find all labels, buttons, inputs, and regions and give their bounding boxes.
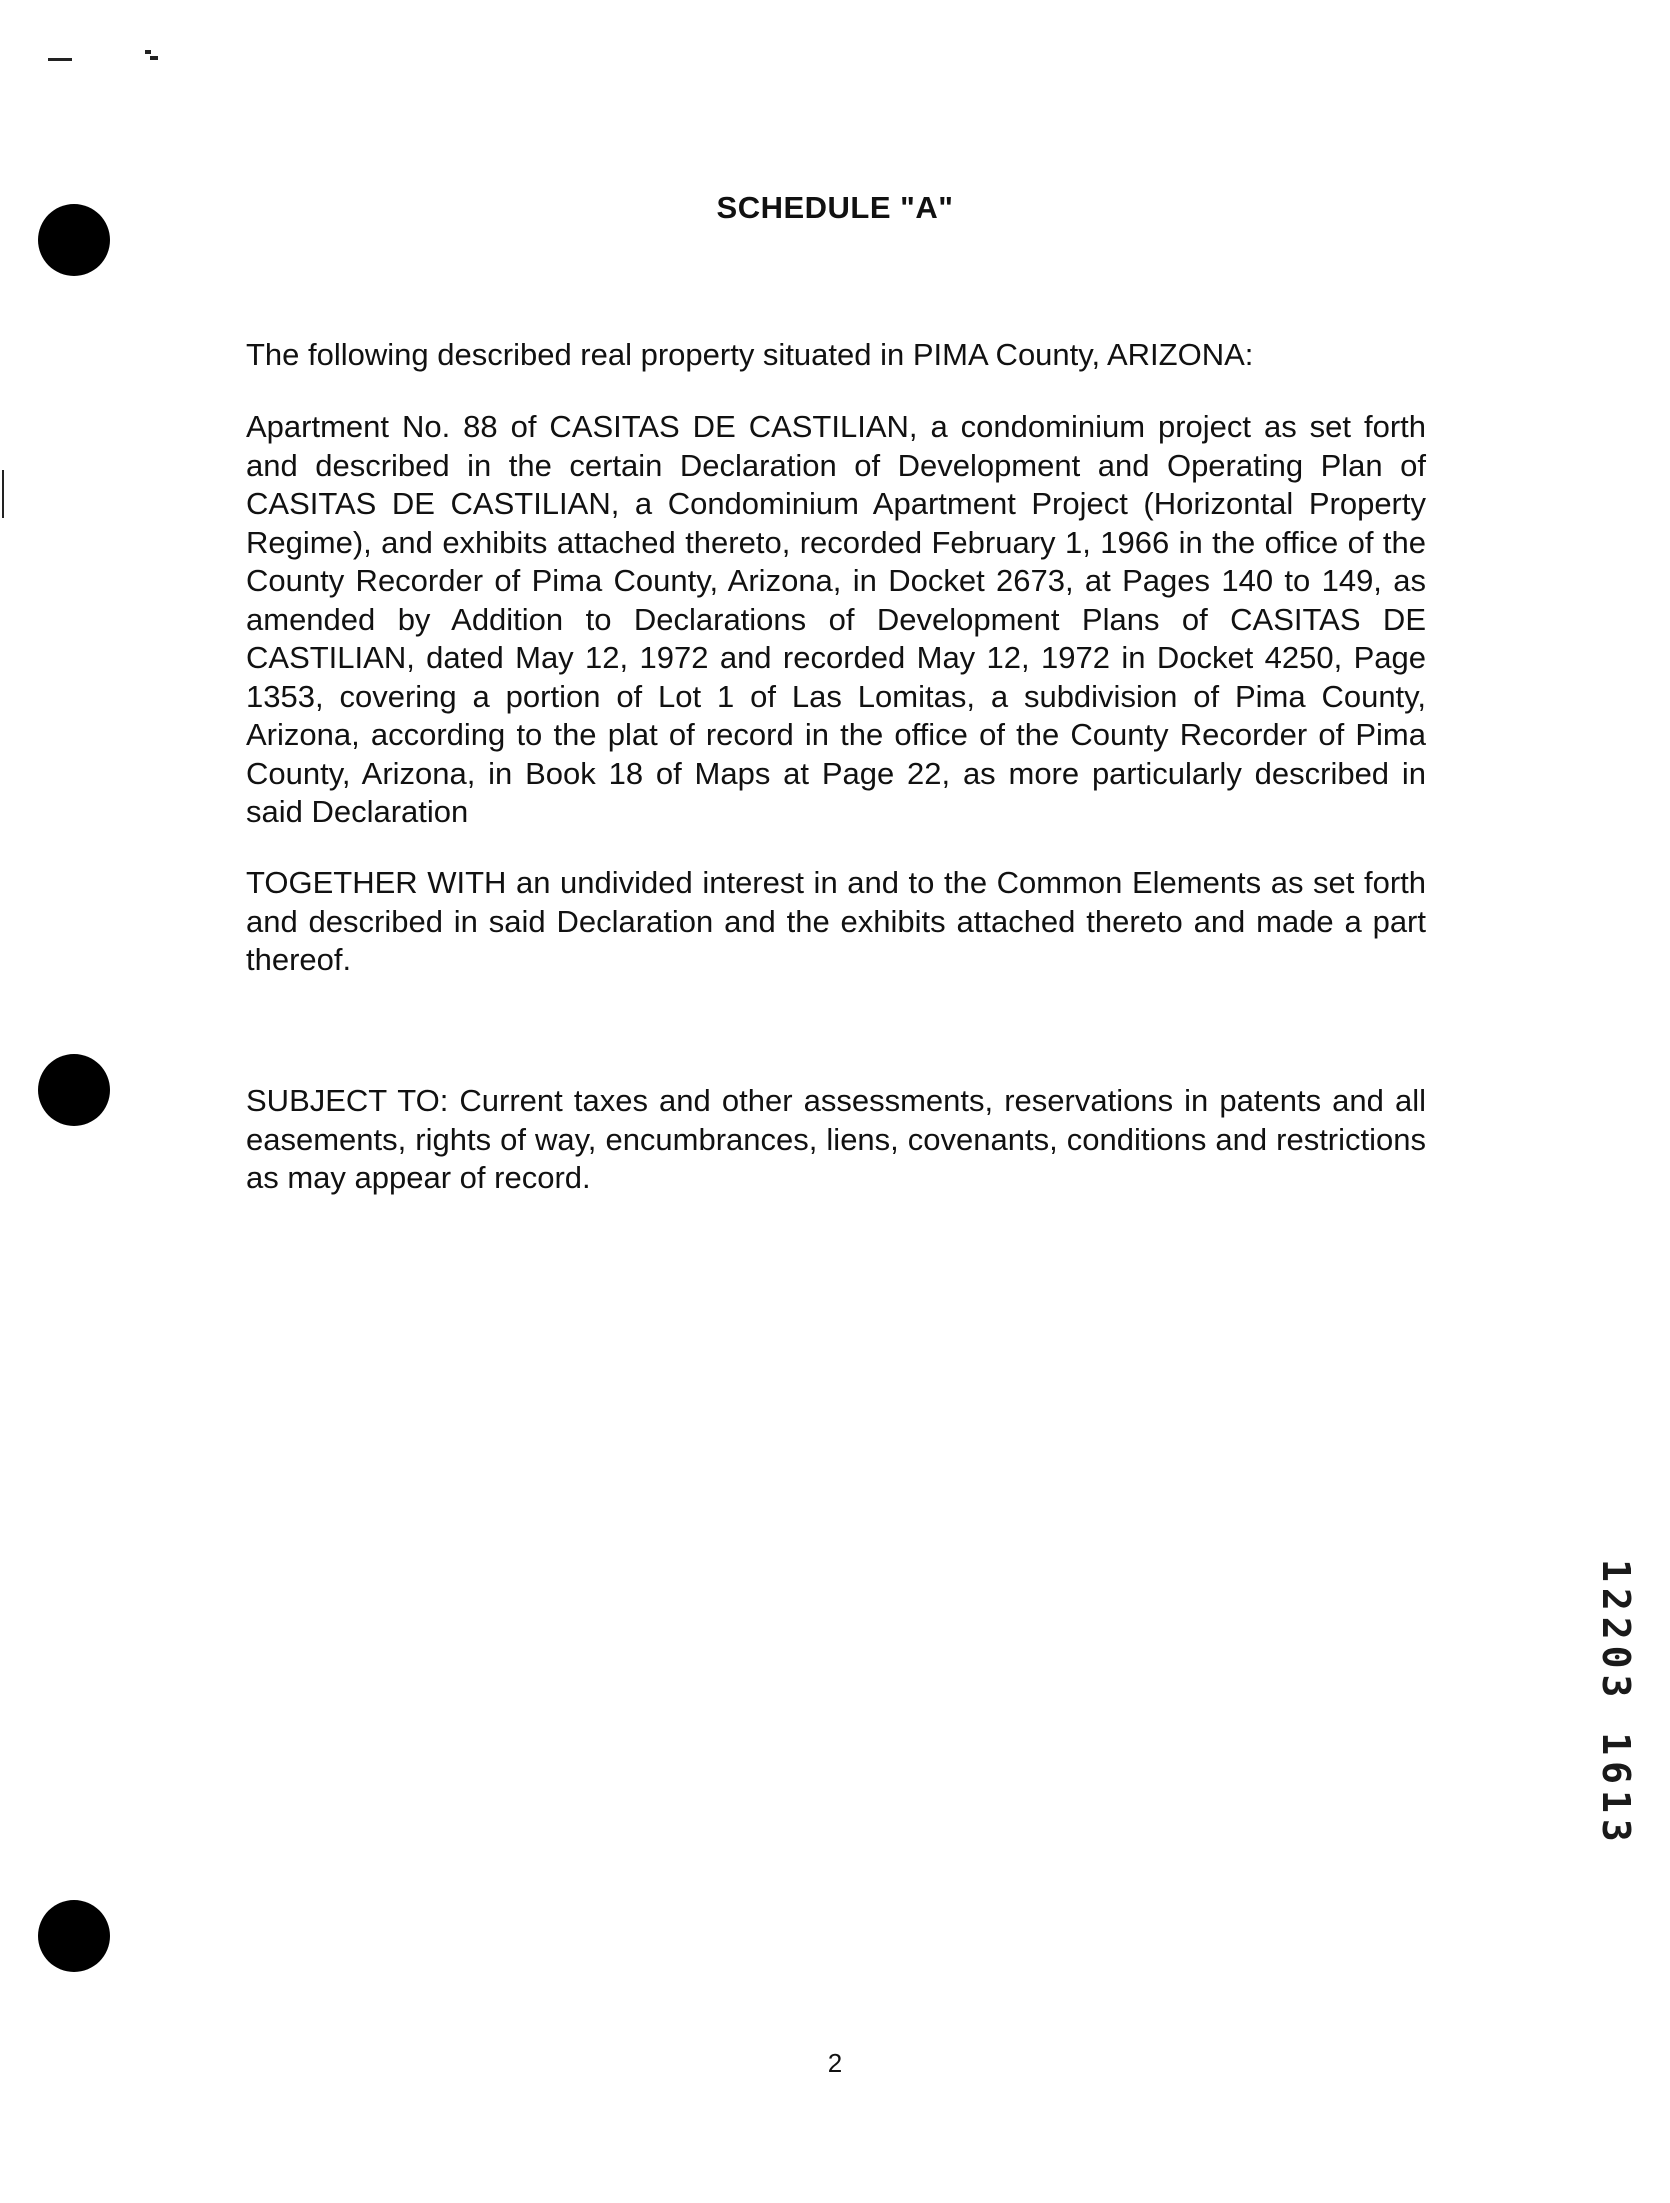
property-intro: The following described real property situated in PIMA County, ARIZONA: [246,337,1254,372]
scan-artifact [2,470,4,518]
subject-to-clause: SUBJECT TO: Current taxes and other assessments, reservations in patents and all easements, rights of way, encumbrances, liens, covenants, conditions and restrictions as may appear of record. [246,1083,1426,1195]
scan-artifact [145,50,151,54]
page-number: 2 [827,2048,843,2078]
schedule-title: SCHEDULE "A" [716,190,954,225]
scan-artifact [150,56,158,60]
recording-stamp [1596,1555,1640,1895]
together-with-clause: TOGETHER WITH an undivided interest in and to the Common Elements as set forth and described in said Declaration and the exhibits attached thereto and made a part thereof. [246,865,1426,977]
legal-description: Apartment No. 88 of CASITAS DE CASTILIAN, a condominium project as set forth and described in the certain Declaration of Development and Operating Plan of CASITAS DE CASTILIAN, a Condominium Apartment Project (Horizontal Property Regime), and exhibits attached thereto, recorded February 1, 1966 in the office of the County Recorder of Pima County, Arizona, in Docket 2673, at Pages 140 to 149, as amended by Addition to Declarations of Development Plans of CASITAS DE CASTILIAN, dated May 12, 1972 and recorded May 12, 1972 in Docket 4250, Page 1353, covering a portion of Lot 1 of Las Lomitas, a subdivision of Pima County, Arizona, according to the plat of record in the office of the County Recorder of Pima County, Arizona, in Book 18 of Maps at Page 22, as more particularly described in said Declaration [246,409,1426,829]
punch-hole [38,1054,110,1126]
punch-hole [38,1900,110,1972]
scan-artifact [48,58,72,61]
recording-number: 12203 1613 [1594,1559,1638,1848]
